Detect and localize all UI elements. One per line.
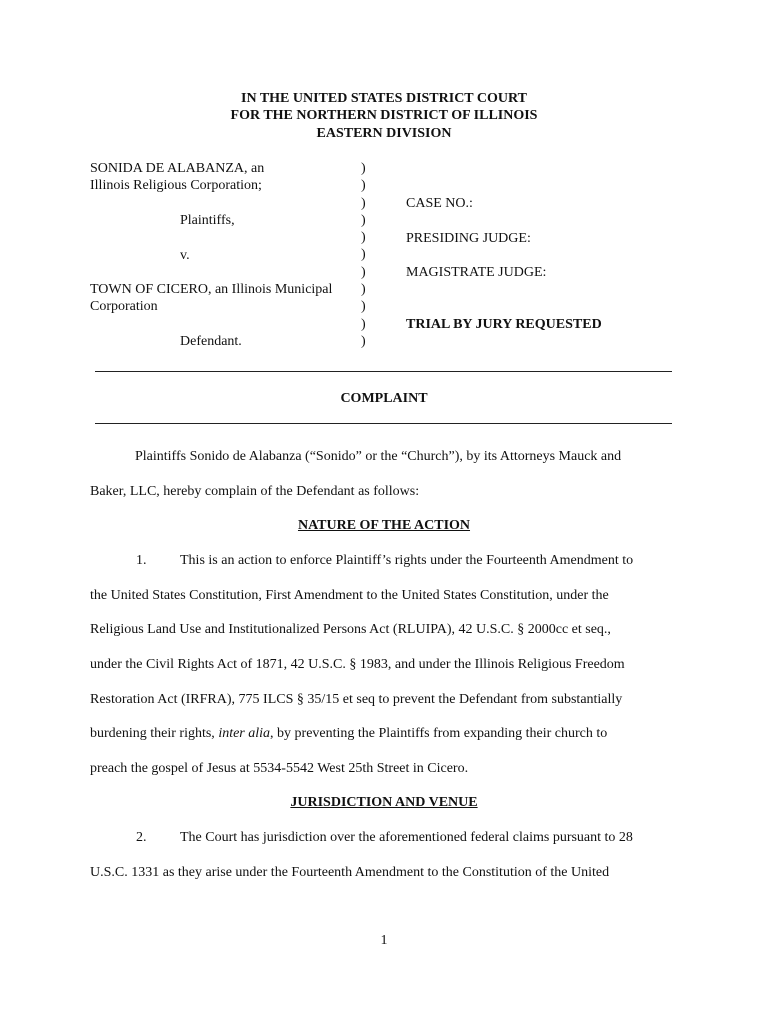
bottom-rule <box>95 423 672 424</box>
defendant-role: Defendant. <box>180 334 242 349</box>
defendant-name: TOWN OF CICERO, an Illinois Municipal <box>90 282 333 297</box>
defendant-description: Corporation <box>90 299 158 314</box>
caption-paren: ) <box>361 230 366 246</box>
caption-paren: ) <box>361 264 366 280</box>
plaintiff-description: Illinois Religious Corporation; <box>90 178 262 193</box>
paragraph-line: the United States Constitution, First Amendment to the United States Constitution, under the <box>90 588 609 603</box>
italic-term: inter alia <box>218 726 271 741</box>
case-number-label: CASE NO.: <box>406 196 473 211</box>
paragraph-line: U.S.C. 1331 as they arise under the Fourteenth Amendment to the Constitution of the United <box>90 865 610 880</box>
text-run: , by preventing the Plaintiffs from expanding their church to <box>270 726 608 741</box>
paragraph-number: 1. <box>136 553 147 568</box>
presiding-judge-label: PRESIDING JUDGE: <box>406 231 531 246</box>
caption-paren: ) <box>361 178 366 194</box>
paragraph-line: Restoration Act (IRFRA), 775 ILCS § 35/15 et seq to prevent the Defendant from substantially <box>90 692 623 707</box>
plaintiff-name: SONIDA DE ALABANZA, an <box>90 161 265 176</box>
caption-paren: ) <box>361 161 366 176</box>
caption-paren: ) <box>361 195 366 211</box>
caption-divider <box>361 160 373 350</box>
section-heading-jurisdiction: JURISDICTION AND VENUE <box>290 795 478 810</box>
intro-line: Baker, LLC, hereby complain of the Defendant as follows: <box>90 484 420 499</box>
plaintiff-role: Plaintiffs, <box>180 213 235 228</box>
paragraph-line: preach the gospel of Jesus at 5534-5542 West 25th Street in Cicero. <box>90 761 469 776</box>
court-name-line: IN THE UNITED STATES DISTRICT COURT <box>241 91 527 106</box>
jury-demand: TRIAL BY JURY REQUESTED <box>406 317 602 332</box>
caption-paren: ) <box>361 282 366 298</box>
section-heading-nature: NATURE OF THE ACTION <box>297 518 471 533</box>
caption-paren: ) <box>361 316 366 332</box>
caption-paren: ) <box>361 299 366 315</box>
text-run: burdening their rights, <box>90 726 219 741</box>
magistrate-judge-label: MAGISTRATE JUDGE: <box>406 265 547 280</box>
caption-paren: ) <box>361 247 366 263</box>
versus-label: v. <box>180 248 190 263</box>
document-title: COMPLAINT <box>340 391 428 406</box>
court-division-line: EASTERN DIVISION <box>316 126 452 141</box>
paragraph-line: This is an action to enforce Plaintiff’s rights under the Fourteenth Amendment to <box>180 553 634 568</box>
top-rule <box>95 371 672 372</box>
paragraph-line: Religious Land Use and Institutionalized Persons Act (RLUIPA), 42 U.S.C. § 2000cc et seq., <box>90 622 611 637</box>
paragraph-number: 2. <box>136 830 147 845</box>
court-district-line: FOR THE NORTHERN DISTRICT OF ILLINOIS <box>230 108 538 123</box>
paragraph-line <box>90 725 607 742</box>
caption-paren: ) <box>361 212 366 228</box>
caption-paren: ) <box>361 333 366 349</box>
intro-line: Plaintiffs Sonido de Alabanza (“Sonido” or the “Church”), by its Attorneys Mauck and <box>135 449 622 464</box>
page-number: 1 <box>380 933 388 948</box>
paragraph-line: under the Civil Rights Act of 1871, 42 U.S.C. § 1983, and under the Illinois Religious Freedom <box>90 657 625 672</box>
paragraph-line: The Court has jurisdiction over the aforementioned federal claims pursuant to 28 <box>180 830 633 845</box>
